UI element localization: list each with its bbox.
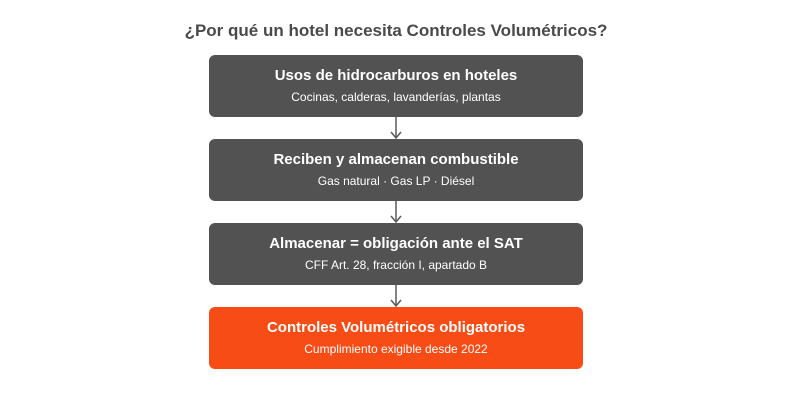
step-heading: Almacenar = obligación ante el SAT bbox=[269, 235, 523, 252]
step-heading: Controles Volumétricos obligatorios bbox=[266, 319, 526, 336]
down-arrow-icon bbox=[389, 201, 403, 223]
step-detail: Cumplimiento exigible desde 2022 bbox=[304, 342, 488, 356]
step-heading: Reciben y almacenan combustible bbox=[273, 151, 519, 168]
flow-step-volumetric-controls bbox=[209, 307, 583, 369]
down-arrow-icon bbox=[389, 117, 403, 139]
step-detail: Gas natural · Gas LP · Diésel bbox=[317, 174, 475, 188]
step-heading: Usos de hidrocarburos en hoteles bbox=[274, 67, 518, 84]
flow-step-hydrocarbon-uses bbox=[209, 55, 583, 117]
diagram-title: ¿Por qué un hotel necesita Controles Volumétricos? bbox=[184, 21, 608, 40]
step-detail: CFF Art. 28, fracción I, apartado B bbox=[304, 258, 488, 272]
down-arrow-icon bbox=[389, 285, 403, 307]
flow-step-sat-obligation bbox=[209, 223, 583, 285]
flow-step-fuel-storage bbox=[209, 139, 583, 201]
step-detail: Cocinas, calderas, lavanderías, plantas bbox=[291, 90, 501, 104]
